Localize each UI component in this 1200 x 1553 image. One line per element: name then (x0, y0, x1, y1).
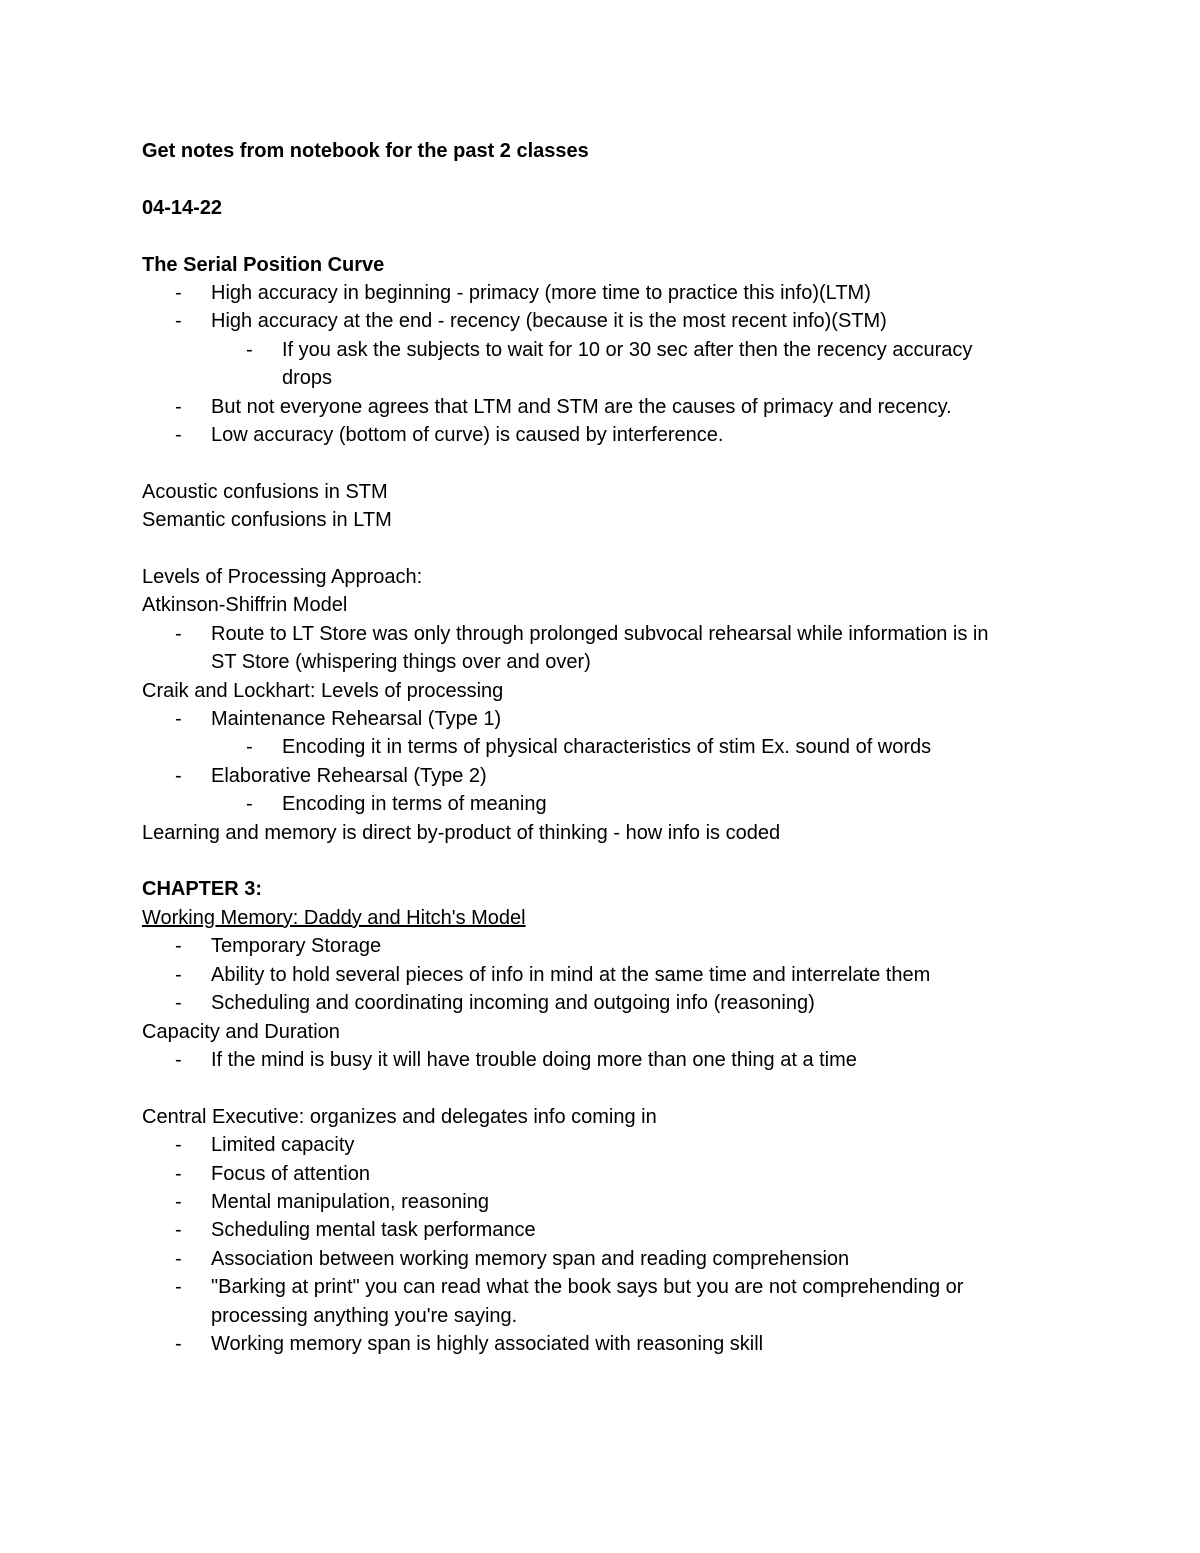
bullet-dash: - (175, 1247, 182, 1270)
sub-list-item (142, 790, 1082, 818)
bullet-dash: - (175, 1190, 182, 1213)
list-item-text: But not everyone agrees that LTM and STM are the causes of primacy and recency. (211, 395, 952, 418)
bullet-dash: - (175, 1276, 182, 1299)
semantic-confusions-line: Semantic confusions in LTM (142, 509, 392, 532)
list-item (142, 393, 1082, 421)
bullet-dash: - (175, 310, 182, 333)
list-item (142, 1330, 1082, 1358)
list-item-text-continued: processing anything you're saying. (211, 1304, 518, 1327)
spacer (142, 847, 1082, 875)
spacer (142, 222, 1082, 250)
bullet-dash: - (246, 338, 253, 361)
list-item-text: Ability to hold several pieces of info in mind at the same time and interrelate them (211, 963, 931, 986)
list-item-text: Limited capacity (211, 1134, 355, 1157)
levels-heading: Levels of Processing Approach: (142, 566, 423, 589)
bullet-dash: - (175, 935, 182, 958)
list-item (142, 1245, 1082, 1273)
spacer (142, 535, 1082, 563)
list-item (142, 705, 1082, 733)
bullet-dash: - (175, 963, 182, 986)
list-item-text: High accuracy in beginning - primacy (more time to practice this info)(LTM) (211, 282, 871, 304)
list-item (142, 1160, 1082, 1188)
list-item (142, 989, 1082, 1017)
list-item-text: Temporary Storage (211, 935, 382, 958)
list-item (142, 932, 1082, 960)
serial-position-heading: The Serial Position Curve (142, 253, 385, 276)
list-item-text-continued: ST Store (whispering things over and over) (211, 651, 591, 674)
list-item-text: If the mind is busy it will have trouble doing more than one thing at a time (211, 1048, 857, 1071)
list-item-text: Association between working memory span and reading comprehension (211, 1247, 850, 1270)
bullet-dash: - (175, 282, 182, 304)
page-title: Get notes from notebook for the past 2 classes (142, 140, 589, 162)
bullet-dash: - (175, 992, 182, 1015)
bullet-dash: - (175, 1332, 182, 1355)
list-item (142, 961, 1082, 989)
list-item-text: Maintenance Rehearsal (Type 1) (211, 708, 502, 731)
bullet-dash: - (175, 1134, 182, 1157)
spacer (142, 449, 1082, 477)
list-item (142, 762, 1082, 790)
list-item-text: Encoding it in terms of physical characteristics of stim Ex. sound of words (282, 736, 932, 759)
spacer (142, 165, 1082, 193)
list-item (142, 1131, 1082, 1159)
sub-list-item (142, 336, 1082, 393)
spacer (142, 1074, 1082, 1102)
bullet-dash: - (175, 1162, 182, 1185)
date-heading: 04-14-22 (142, 196, 223, 219)
list-item-text-continued: drops (282, 367, 333, 390)
central-executive-heading: Central Executive: organizes and delegates info coming in (142, 1105, 657, 1128)
list-item-text: Elaborative Rehearsal (Type 2) (211, 764, 487, 787)
list-item-text: Route to LT Store was only through prolonged subvocal rehearsal while information is in (211, 622, 989, 645)
bullet-dash: - (175, 424, 182, 447)
bullet-dash: - (175, 395, 182, 418)
sub-list-item (142, 733, 1082, 761)
list-item (142, 1046, 1082, 1074)
list-item-text: Scheduling mental task performance (211, 1219, 536, 1242)
list-item-text: Low accuracy (bottom of curve) is caused by interference. (211, 424, 724, 447)
list-item-text: Focus of attention (211, 1162, 370, 1185)
capacity-heading: Capacity and Duration (142, 1020, 340, 1043)
chapter-heading: CHAPTER 3: (142, 878, 263, 901)
list-item-text: Mental manipulation, reasoning (211, 1190, 489, 1213)
list-item-text: High accuracy at the end - recency (because it is the most recent info)(STM) (211, 310, 887, 333)
list-item (142, 1216, 1082, 1244)
list-item (142, 307, 1082, 335)
acoustic-confusions-line: Acoustic confusions in STM (142, 480, 388, 503)
bullet-dash: - (175, 708, 182, 731)
working-memory-heading: Working Memory: Daddy and Hitch's Model (142, 906, 526, 929)
list-item-text: Encoding in terms of meaning (282, 793, 547, 816)
bullet-dash: - (246, 793, 253, 816)
bullet-dash: - (246, 736, 253, 759)
list-item (142, 620, 1082, 677)
list-item-text: Working memory span is highly associated with reasoning skill (211, 1332, 764, 1355)
list-item-text: If you ask the subjects to wait for 10 or 30 sec after then the recency accuracy (282, 338, 973, 361)
craik-heading: Craik and Lockhart: Levels of processing (142, 679, 504, 702)
bullet-dash: - (175, 1048, 182, 1071)
document-page (142, 137, 1082, 1358)
list-item (142, 279, 1082, 307)
list-item-text: "Barking at print" you can read what the book says but you are not comprehending or (211, 1276, 964, 1299)
bullet-dash: - (175, 622, 182, 645)
bullet-dash: - (175, 1219, 182, 1242)
model-heading: Atkinson-Shiffrin Model (142, 594, 348, 617)
list-item-text: Scheduling and coordinating incoming and outgoing info (reasoning) (211, 992, 815, 1015)
list-item (142, 1188, 1082, 1216)
bullet-dash: - (175, 764, 182, 787)
summary-line: Learning and memory is direct by-product of thinking - how info is coded (142, 821, 781, 844)
list-item (142, 1273, 1082, 1330)
list-item (142, 421, 1082, 449)
